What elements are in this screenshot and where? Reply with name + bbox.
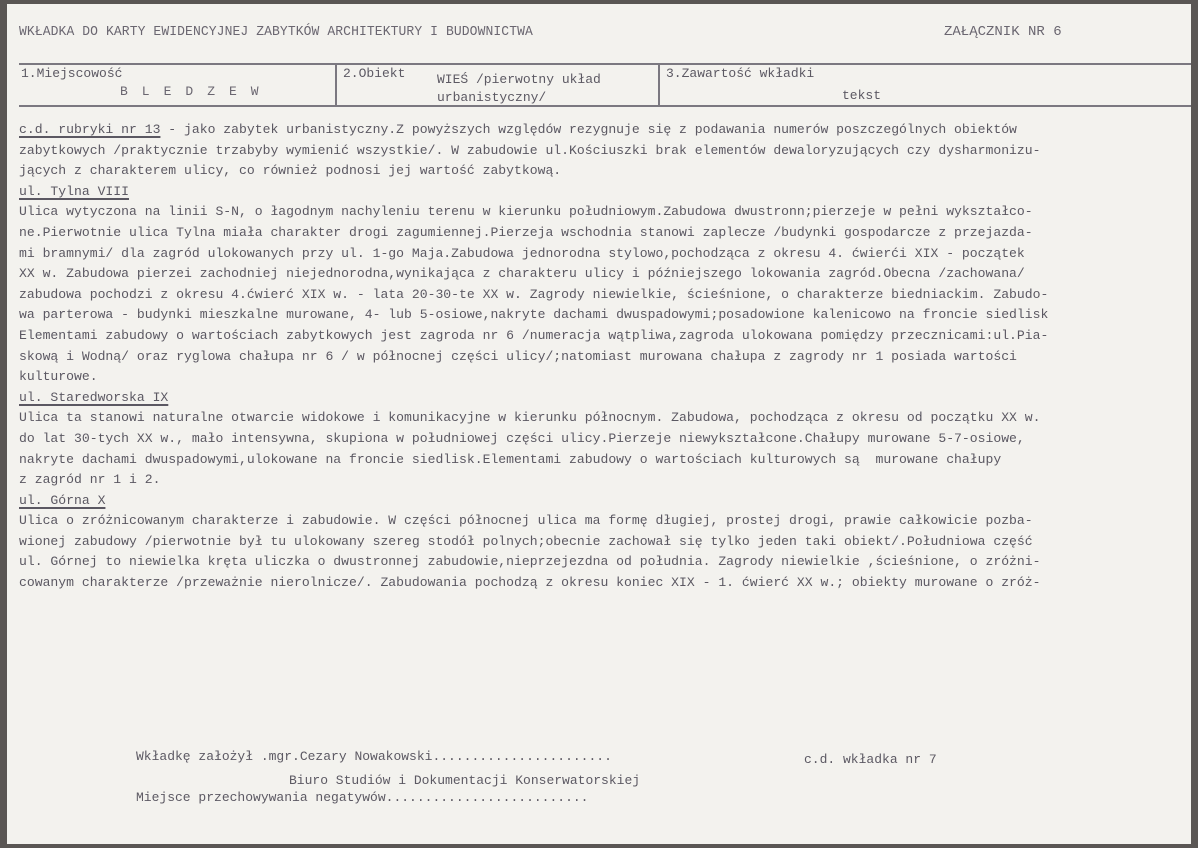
negatives-value: .......................... xyxy=(385,790,589,805)
column-divider xyxy=(658,63,660,107)
paragraph-line: XX w. Zabudowa pierzei zachodniej niejednorodna,wynikająca z charakteru ulicy i późniejszego lokowania zagród.Obecna /zachowana/ xyxy=(19,266,1025,282)
paragraph-line: mi bramnymi/ dla zagród ulokowanych przy ul. 1-go Maja.Zabudowa jednorodna stylowo,pochodząca z okresu 4. ćwierći XIX - początek xyxy=(19,245,1025,261)
negatives-line xyxy=(136,790,588,805)
paragraph-line: do lat 30-tych XX w., mało intensywna, skupiona w południowej części ulicy.Pierzeje niewykształcone.Chałupy murowane 5-7-osiowe, xyxy=(19,430,1025,446)
section-heading-row xyxy=(19,491,1191,512)
body-text xyxy=(19,120,1191,594)
negatives-label: Miejsce przechowywania negatywów xyxy=(136,790,386,805)
paragraph-line: wionej zabudowy /pierwotnie był tu ulokowany szereg stodół polnych;obecnie zachował się tylko jeden taki obiekt/.Południowa część xyxy=(19,533,1033,549)
section-heading: ul. Staredworska IX xyxy=(19,389,169,405)
content-value: tekst xyxy=(842,88,882,103)
office-name: Biuro Studiów i Dokumentacji Konserwatorskiej xyxy=(289,773,641,788)
paragraph-line: ne.Pierwotnie ulica Tylna miała charakter drogi zagumiennej.Pierzeja wschodnia stanowi zaplecze /budynki gospodarcze z przejazda- xyxy=(19,224,1033,240)
record-card-insert xyxy=(7,4,1191,844)
paragraph-line: Elementami zabudowy o wartościach zabytkowych jest zagroda nr 6 /numeracja wątpliwa,zagroda ulokowana pomiędzy przecznicami:ul.Pia- xyxy=(19,327,1049,343)
paragraph-line: zabudowa pochodzi z okresu 4.ćwierć XIX w. - lata 20-30-te XX w. Zagrody niewielkie, ścieśnione, o charakterze biedniackim. Zabudo- xyxy=(19,286,1049,302)
locality-value: BLEDZEW xyxy=(120,84,273,99)
paragraph-line: kulturowe. xyxy=(19,369,98,385)
table-top-border xyxy=(19,63,1191,65)
object-value-line1: WIEŚ /pierwotny układ xyxy=(437,72,601,87)
paragraph-line: Ulica o zróżnicowanym charakterze i zabudowie. W części północnej ulica ma formę długiej, prostej drogi, prawie całkowicie pozba- xyxy=(19,513,1033,529)
document-title: WKŁADKA DO KARTY EWIDENCYJNEJ ZABYTKÓW ARCHITEKTURY I BUDOWNICTWA xyxy=(19,24,533,40)
continuation-note: c.d. wkładka nr 7 xyxy=(804,752,937,767)
object-value-line2: urbanistyczny/ xyxy=(437,90,547,105)
paragraph-line: nakryte dachami dwuspadowymi,ulokowane na froncie siedlisk.Elementami zabudowy o wartościach kulturowych są murowane chałupy xyxy=(19,451,1002,467)
section-heading-row xyxy=(19,182,1191,203)
paragraph-line: wa parterowa - budynki mieszkalne murowane, 4- lub 5-osiowe,nakryte dachami dwuspadowymi;posadowione kalenicowo na froncie siedlisk xyxy=(19,307,1049,323)
table-bottom-border xyxy=(19,105,1191,107)
paragraph-line: cowanym charakterze /przeważnie nierolnicze/. Zabudowania pochodzą z okresu koniec XIX - 1. ćwierć XX w.; obiekty murowane o zróż- xyxy=(19,575,1041,591)
paragraph-line: zabytkowych /praktycznie trzabyby wymienić wszystkie/. W zabudowie ul.Kościuszki brak elementów dewaloryzujących czy dysharmonizu- xyxy=(19,142,1041,158)
author-label: Wkładkę założył xyxy=(136,749,261,764)
annex-number: ZAŁĄCZNIK NR 6 xyxy=(944,24,1062,40)
author-value: .mgr.Cezary Nowakowski....................... xyxy=(260,749,612,764)
paragraph-line: c.d. rubryki nr 13 - jako zabytek urbanistyczny.Z powyższych względów rezygnuje się z podawania numerów poszczególnych obiektów xyxy=(19,122,1017,137)
paragraph-line: ul. Górnej to niewielka kręta uliczka o dwustronnej zabudowie,nieprzejezdna od południa. Zagrody niewielkie ,ścieśnione, o zróżni- xyxy=(19,554,1041,570)
paragraph-line: Ulica wytyczona na linii S-N, o łagodnym nachyleniu terenu w kierunku południowym.Zabudowa dwustronn;pierzeje w pełni wykształco- xyxy=(19,204,1033,220)
paragraph-line: jących z charakterem ulicy, co również podnosi jej wartość zabytkową. xyxy=(19,163,562,179)
locality-label: 1.Miejscowość xyxy=(21,66,123,81)
section-heading-row xyxy=(19,388,1191,409)
section-heading: ul. Tylna VIII xyxy=(19,183,130,199)
section-heading: c.d. rubryki nr 13 xyxy=(19,122,161,137)
content-label: 3.Zawartość wkładki xyxy=(666,66,815,81)
section-heading: ul. Górna X xyxy=(19,492,106,508)
object-label: 2.Obiekt xyxy=(343,66,406,81)
column-divider xyxy=(335,63,337,107)
paragraph-line: skową i Wodną/ oraz ryglowa chałupa nr 6 / w północnej części ulicy/;natomiast murowana chałupa z zagrody nr 1 posiada wartości xyxy=(19,348,1017,364)
paragraph-line: Ulica ta stanowi naturalne otwarcie widokowe i komunikacyjne w kierunku północnym. Zabudowa, pochodząca z okresu od początku XX w. xyxy=(19,410,1041,426)
author-line xyxy=(136,749,612,764)
paragraph-line: z zagród nr 1 i 2. xyxy=(19,472,161,488)
